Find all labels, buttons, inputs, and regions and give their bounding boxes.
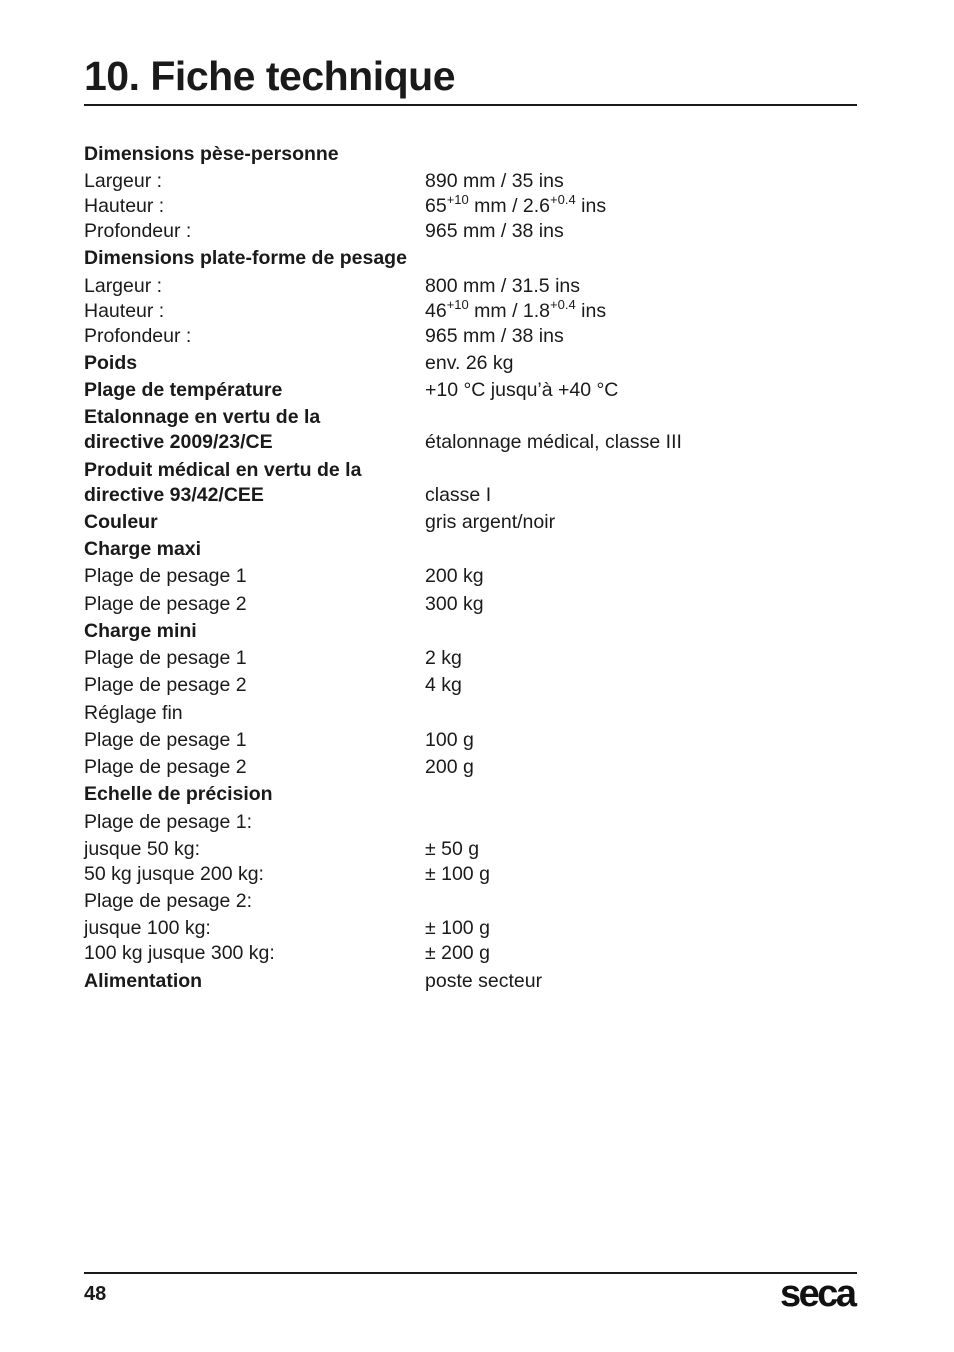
spec-value: poste secteur: [425, 970, 543, 992]
spec-value: 965 mm / 38 ins: [425, 325, 564, 347]
height-in-tolerance: +0.4: [550, 297, 576, 312]
spec-label: Profondeur :: [84, 220, 192, 242]
spec-value: 300 kg: [425, 593, 484, 615]
spec-label: Alimentation: [84, 970, 203, 992]
spec-label: Plage de pesage 1: [84, 647, 247, 669]
spec-value: 100 g: [425, 729, 474, 751]
spec-label: Plage de pesage 2: [84, 593, 247, 615]
height-mm-tolerance: +10: [446, 297, 469, 312]
spec-label: directive 93/42/CEE: [84, 484, 264, 506]
spec-label: Plage de pesage 2: [84, 674, 247, 696]
spec-label: jusque 100 kg:: [84, 917, 211, 939]
spec-value: gris argent/noir: [425, 511, 556, 533]
spec-value: 965 mm / 38 ins: [425, 220, 564, 242]
spec-value: +10 °C jusqu’à +40 °C: [425, 379, 619, 401]
spec-label: Plage de pesage 1: [84, 565, 247, 587]
spec-value: ± 200 g: [425, 942, 490, 964]
height-unit: ins: [575, 195, 607, 217]
spec-label: Plage de pesage 2:: [84, 890, 253, 912]
spec-label: Hauteur :: [84, 195, 165, 217]
page-number: 48: [84, 1283, 107, 1305]
spec-value: 890 mm / 35 ins: [425, 170, 564, 192]
spec-value: ± 100 g: [425, 917, 490, 939]
spec-label: Largeur :: [84, 170, 163, 192]
spec-value: étalonnage médical, classe III: [425, 431, 682, 453]
spec-label: Plage de température: [84, 379, 283, 401]
spec-label: directive 2009/23/CE: [84, 431, 273, 453]
spec-label: Couleur: [84, 511, 158, 533]
spec-label: Produit médical en vertu de la: [84, 459, 362, 481]
spec-label: Hauteur :: [84, 300, 165, 322]
section-label: Charge mini: [84, 620, 197, 642]
spec-label: 50 kg jusque 200 kg:: [84, 863, 264, 885]
spec-label: Plage de pesage 1: [84, 729, 247, 751]
spec-value: 2 kg: [425, 647, 462, 669]
spec-label: jusque 50 kg:: [84, 838, 201, 860]
height-mm: 46: [425, 300, 447, 322]
spec-value: 800 mm / 31.5 ins: [425, 275, 580, 297]
spec-value: 200 g: [425, 756, 474, 778]
section-label: Dimensions pèse-personne: [84, 143, 339, 165]
height-in-tolerance: +0.4: [550, 192, 576, 207]
footer-divider: [84, 1272, 857, 1274]
spec-value: 4 kg: [425, 674, 462, 696]
spec-value: env. 26 kg: [425, 352, 514, 374]
page-title: 10. Fiche technique: [84, 53, 455, 99]
spec-label: Profondeur :: [84, 325, 192, 347]
spec-value: ± 50 g: [425, 838, 480, 860]
height-unit: ins: [575, 300, 607, 322]
seca-logo: seca: [780, 1273, 855, 1315]
spec-value: 200 kg: [425, 565, 484, 587]
spec-label: Plage de pesage 1:: [84, 811, 253, 833]
spec-label: Poids: [84, 352, 138, 374]
height-mm-tolerance: +10: [446, 192, 469, 207]
title-divider: [84, 104, 857, 106]
section-label: Dimensions plate-forme de pesage: [84, 247, 407, 269]
spec-label: Largeur :: [84, 275, 163, 297]
height-mid: mm / 1.8: [468, 300, 551, 322]
spec-value: classe I: [425, 484, 492, 506]
spec-label: 100 kg jusque 300 kg:: [84, 942, 275, 964]
spec-value: [425, 299, 606, 324]
height-mid: mm / 2.6: [468, 195, 551, 217]
spec-label: Etalonnage en vertu de la: [84, 406, 321, 428]
spec-label: Plage de pesage 2: [84, 756, 247, 778]
height-mm: 65: [425, 195, 447, 217]
section-label: Echelle de précision: [84, 783, 273, 805]
section-label: Charge maxi: [84, 538, 202, 560]
section-label: Réglage fin: [84, 702, 183, 724]
spec-value: [425, 194, 606, 219]
spec-value: ± 100 g: [425, 863, 490, 885]
